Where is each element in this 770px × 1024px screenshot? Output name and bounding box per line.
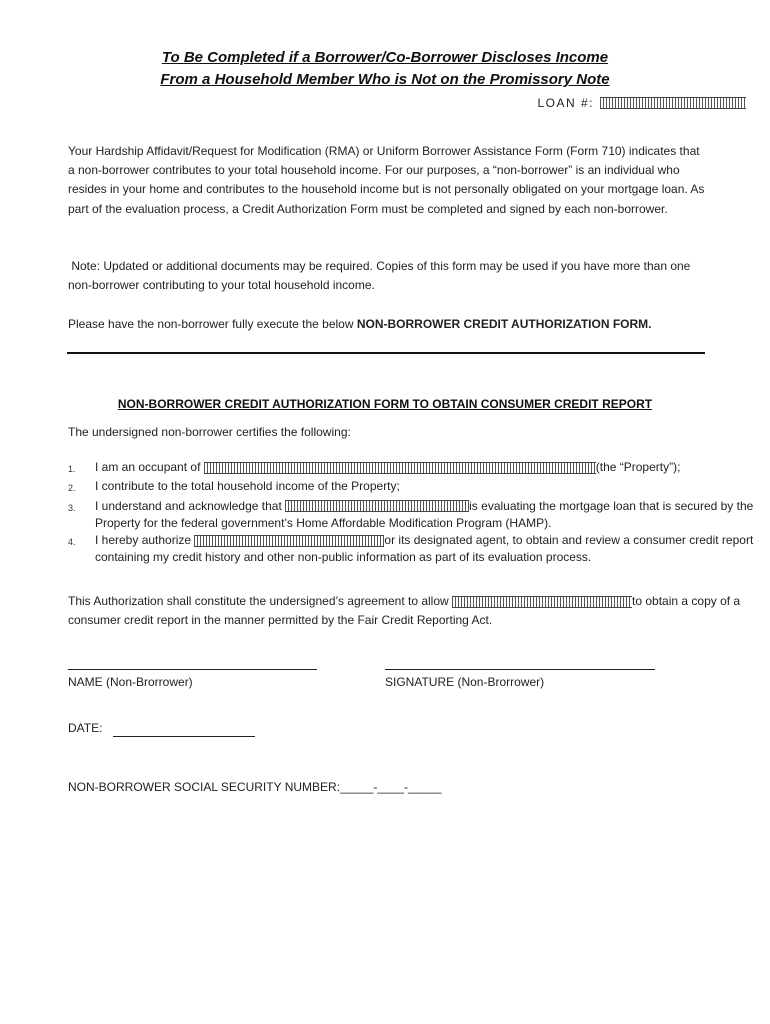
loan-number-field[interactable] <box>600 97 746 109</box>
name-label: NAME (Non-Brorrower) <box>68 675 193 689</box>
form-section-title: NON-BORROWER CREDIT AUTHORIZATION FORM TO OBTAIN CONSUMER CREDIT REPORT <box>117 397 653 411</box>
item-text: I understand and acknowledge that <box>95 498 286 513</box>
list-number: 1. <box>68 464 76 474</box>
note-text: Note: Updated or additional documents may be required. Copies of this form may be used if you have more than one non-borrower contributing to your total household income. <box>68 259 691 293</box>
item-text: (the “Property”); <box>595 460 681 474</box>
servicer-name-field[interactable] <box>285 500 469 512</box>
loan-label: LOAN #: <box>537 96 594 110</box>
list-number: 4. <box>68 537 76 548</box>
form-name-bold: NON-BORROWER CREDIT AUTHORIZATION FORM. <box>356 317 652 331</box>
title-line-1: To Be Completed if a Borrower/Co-Borrower Discloses Income <box>161 49 609 66</box>
signature-label: SIGNATURE (Non-Brorrower) <box>385 675 545 689</box>
name-signature-line[interactable] <box>68 669 317 670</box>
property-address-field[interactable] <box>204 462 596 474</box>
item-text: I am an occupant of <box>95 460 204 474</box>
ssn-label: NON-BORROWER SOCIAL SECURITY NUMBER: <box>68 780 341 794</box>
authorization-text: to obtain a copy of a consumer credit report in the manner permitted by the Fair Credit Reporting Act. <box>68 594 741 627</box>
item-text: I hereby authorize <box>95 533 195 548</box>
intro-paragraph-1: Your Hardship Affidavit/Request for Modification (RMA) or Uniform Borrower Assistance Form (Form 710) indicates that a non-borrower contributes to your total household income. For our purposes, a “non-borrower” is an individual who resides in your home and contributes to the household income but is not personally obligated on your mortgage loan. As part of the evaluation process, a Credit Authorization Form must be completed and signed by each non-borrower. <box>68 144 705 216</box>
certification-list <box>68 459 763 567</box>
signature-line[interactable] <box>385 669 655 670</box>
intro-paragraph-3 <box>68 315 708 334</box>
list-item <box>68 459 763 478</box>
title-line-2: From a Household Member Who is Not on the Promissory Note <box>160 71 610 88</box>
item-text: is evaluating the mortgage loan that is secured by the Property for the federal government’s Home Affordable Modification Program (HAMP). <box>95 498 754 530</box>
list-number: 2. <box>68 483 76 494</box>
intro-paragraph-2 <box>68 257 708 295</box>
ssn-field[interactable]: _____-____-_____ <box>340 780 442 794</box>
list-item <box>68 498 763 533</box>
date-label: DATE: <box>68 721 103 735</box>
item-text: I contribute to the total household income of the Property; <box>95 479 400 494</box>
certifies-text: The undersigned non-borrower certifies the following: <box>68 425 351 439</box>
item-text: or its designated agent, to obtain and review a consumer credit report containing my credit history and other non-public information as part of its evaluation process. <box>95 533 754 565</box>
instruction-text: Please have the non-borrower fully execute the below <box>68 317 357 331</box>
list-item <box>68 532 763 567</box>
authorization-paragraph <box>68 592 763 629</box>
loan-number <box>537 96 746 110</box>
servicer-name-field[interactable] <box>452 596 632 608</box>
section-divider <box>67 352 705 354</box>
list-item <box>68 478 763 497</box>
authorization-text: This Authorization shall constitute the undersigned’s agreement to allow <box>68 594 453 608</box>
list-number: 3. <box>68 502 76 513</box>
servicer-name-field[interactable] <box>194 535 384 547</box>
date-line[interactable] <box>113 736 255 737</box>
